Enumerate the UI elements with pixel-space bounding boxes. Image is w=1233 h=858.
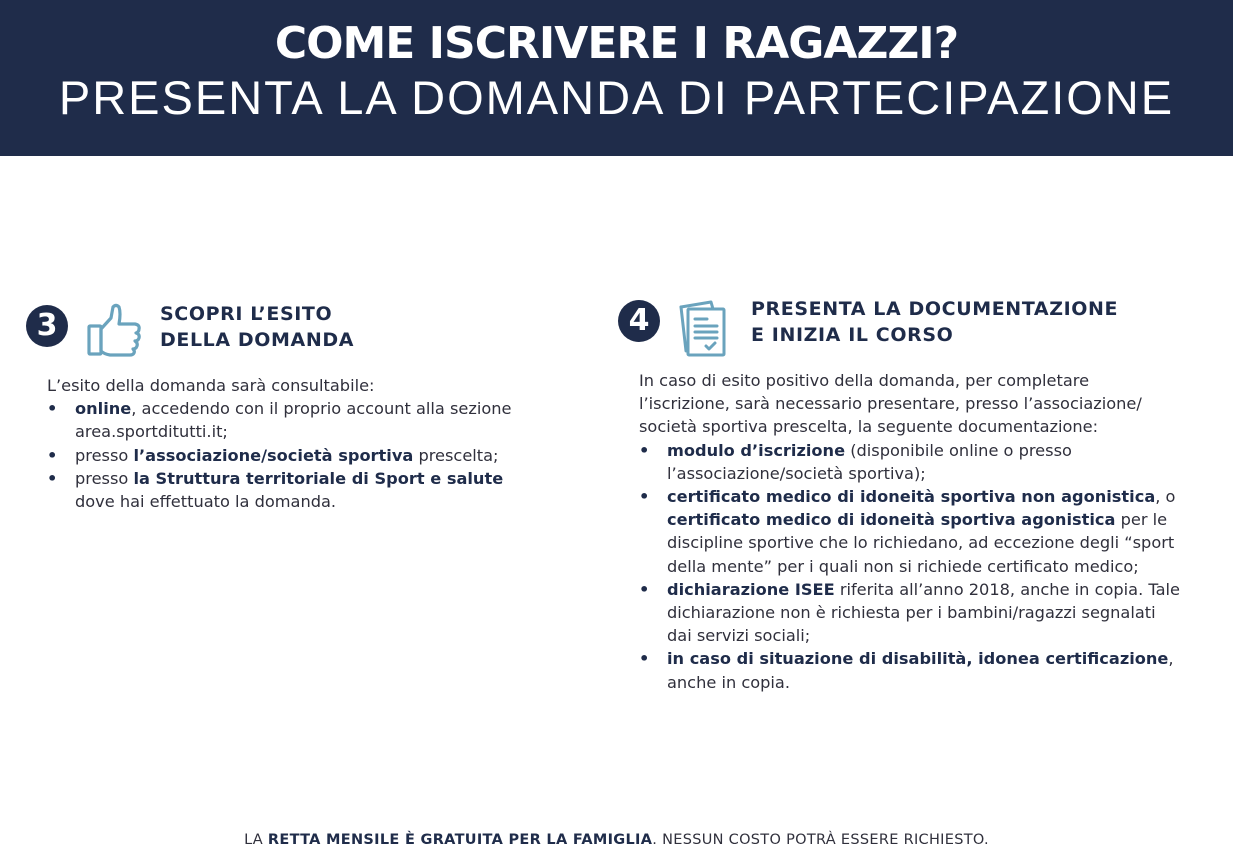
bullet: • [639,487,650,507]
item-text: , accedendo con il proprio account alla sezione area.sportditutti.it; [75,399,512,442]
list-item [639,578,1184,648]
step-4-list [639,439,1209,694]
step-3-title [160,301,354,353]
bullet: • [47,468,58,488]
item-text: riferita all’anno 2018, anche in copia. Tale dichiarazione non è richiesta per i bambini/ragazzi segnalati dai servizi sociali; [667,579,1180,646]
item-text: dove hai effettuato la domanda. [75,492,337,512]
bullet: • [47,399,58,419]
item-pre: presso [75,445,134,465]
item-text: per le discipline sportive che lo richiedano, ad eccezione degli “sport della mente” per i quali non si richiede certificato medico; [667,510,1175,576]
step-intro: L’esito della domanda sarà consultabile: [47,376,375,395]
list-item [47,467,517,513]
item-text: (disponibile online o presso l’associazione/società sportiva); [667,440,1072,483]
bullet: • [639,649,650,669]
footer-post: . NESSUN COSTO POTRÀ ESSERE RICHIESTO. [652,832,989,848]
bullet: • [47,445,58,465]
step-number-badge: 4 [618,300,660,342]
list-item [639,485,1184,578]
step-intro: In caso di esito positivo della domanda, per completare l’iscrizione, sarà necessario presentare, presso l’associazione/ società sportiva prescelta, la seguente documentazione: [639,371,1142,437]
footer-bold: RETTA MENSILE È GRATUITA PER LA FAMIGLIA [267,832,653,848]
footer-note [0,832,1233,848]
step-number-badge: 3 [26,305,68,347]
item-bold: online [75,399,132,419]
page-title: COME ISCRIVERE I RAGAZZI? [274,18,959,69]
step-4-body [639,369,1209,694]
step-title-line: SCOPRI L’ESITO [160,303,333,325]
item-bold: l’associazione/società sportiva [133,445,414,465]
footer-pre: LA [244,832,268,848]
thumbs-up-icon [86,302,144,363]
bullet: • [639,440,650,460]
item-bold: modulo d’iscrizione [667,440,846,460]
page-header [0,0,1233,156]
step-title-line: PRESENTA LA DOCUMENTAZIONE [751,298,1119,320]
page-subtitle: PRESENTA LA DOMANDA DI PARTECIPAZIONE [58,71,1175,124]
item-mid: , o [1155,487,1176,507]
step-title-line: DELLA DOMANDA [160,329,354,351]
item-pre: presso [75,468,134,488]
item-text: , anche in copia. [667,649,1174,692]
list-item [639,439,1109,485]
item-bold: dichiarazione ISEE [667,579,835,599]
bullet: • [639,579,650,599]
documents-check-icon [677,299,729,364]
step-4-title [751,296,1118,348]
item-text: prescelta; [413,445,499,465]
item-bold: certificato medico di idoneità sportiva non agonistica [667,487,1156,507]
item-bold: la Struttura territoriale di Sport e salute [133,468,504,488]
step-title-line: E INIZIA IL CORSO [751,324,954,346]
step-3-list [47,397,567,513]
item-bold: certificato medico di idoneità sportiva agonistica [667,510,1116,530]
list-item [47,444,567,467]
list-item [639,647,1184,693]
item-bold: in caso di situazione di disabilità, idonea certificazione [667,649,1169,669]
list-item [47,397,567,443]
step-3-body [47,374,567,513]
